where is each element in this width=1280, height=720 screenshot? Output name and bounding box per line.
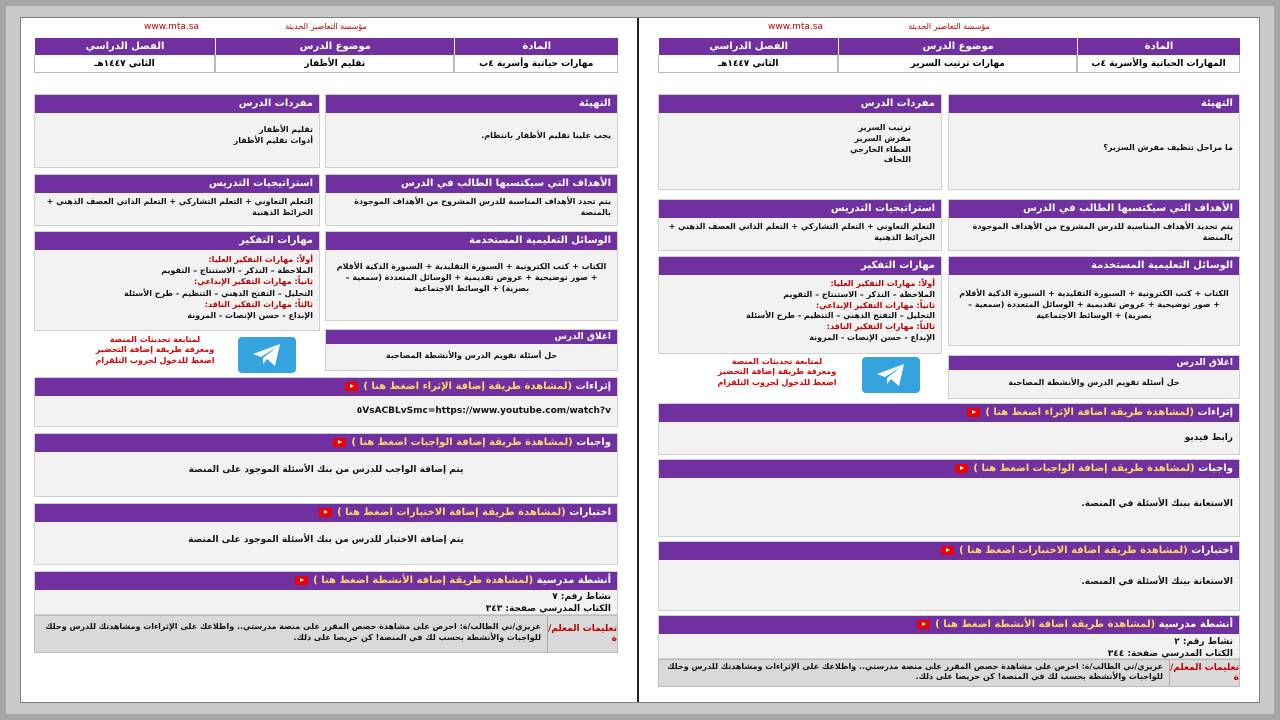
activity-line: نشاط رقم: ٢ [1174, 637, 1233, 647]
close-title: اغلاق الدرس [326, 330, 617, 344]
term-header: الفصل الدراسي [34, 38, 215, 55]
teacher-notes [34, 615, 618, 653]
goals-box [325, 174, 618, 226]
thinking-list [659, 275, 941, 348]
page-divider [637, 18, 639, 702]
intro-title: التهيئة [949, 95, 1239, 113]
strategies-text: التعلم التعاوني + التعلم التشاركي + التعلم الذاتي العصف الذهني + الخرائط الذهنية [46, 197, 313, 217]
promo-line: لمتابعة تحديثات المنصة [731, 357, 823, 366]
activity-line: الكتاب المدرسي صفحة: ٣٤٤ [1107, 648, 1233, 659]
goals-text: يتم تحدد الأهداف المناسبة للدرس المشروح من الأهداف الموجودة بالمنصة [354, 197, 611, 217]
tests-section [34, 503, 618, 565]
thinking-line: ثالثاً: مهارات التفكير الناقد: [204, 299, 313, 309]
topic-value: تقليم الأظفار [215, 55, 454, 73]
info-header-row [34, 38, 618, 55]
vocab-box [34, 94, 320, 168]
term-value: الثاني ١٤٤٧هـ [658, 55, 838, 73]
tools-box [948, 256, 1240, 346]
homework-text: الاستعانة ببنك الأسئلة في المنصة. [1081, 499, 1233, 509]
lesson-page-nails [34, 20, 618, 673]
homework-title: واجبات [1198, 463, 1233, 474]
promo-line: اضغط للدخول لجروب التلقرام [95, 355, 215, 365]
homework-section [34, 433, 618, 497]
thinking-line: ثانياً: مهارات التفكير الإبداعي: [816, 300, 935, 310]
activities-list [35, 590, 617, 617]
thinking-line: الإبداع - حسن الإنصات - المرونة [187, 310, 313, 320]
enrich-section [658, 403, 1240, 455]
close-text: حل أسئلة تقويم الدرس والأنشطة المصاحبة [1008, 378, 1180, 387]
activities-help-link[interactable]: (لمشاهدة طريقة إضافة الأنشطة اضغط هنا ) [313, 575, 534, 586]
thinking-line: الملاحظة – التذكر – الاستنتاج – التقويم [783, 289, 935, 299]
subject-value: المهارات الحياتية والأسرية ٤ب [1077, 55, 1240, 73]
lesson-page-bed [658, 20, 1240, 703]
intro-title: التهيئة [326, 95, 617, 113]
tools-title: الوسائل التعليمية المستخدمة [949, 257, 1239, 275]
tests-title: اختبارات [569, 507, 611, 518]
enrich-title: إثراءات [575, 381, 611, 392]
close-title: اغلاق الدرس [949, 356, 1239, 370]
promo-line: لمتابعة تحديثات المنصة [109, 335, 201, 344]
enrich-text[interactable]: https://www.youtube.com/watch?v=٥VsACBLvSmc [356, 406, 611, 416]
strategies-text: التعلم التعاوني + التعلم التشاركي + التعلم الذاتي العصف الذهني + الخرائط الذهنية [668, 222, 935, 242]
activities-section [658, 615, 1240, 659]
vocab-box [658, 94, 942, 190]
info-header-row [658, 38, 1240, 55]
tools-text: الكتاب + كتب الكترونية + السبورة التقليدية + السبورة الذكية الأقلام + صور توضيحية + عروض تقديمية + الوسائل المتعددة (سمعية – بصرية) + الوسائط الاجتماعية [959, 289, 1229, 320]
thinking-line: ثالثاً: مهارات التفكير الناقد: [826, 322, 935, 332]
org-name: مؤسسة التعاضير الحديثة [285, 22, 367, 31]
activities-header [35, 572, 617, 590]
activities-title: أنشطة مدرسية [1158, 619, 1233, 630]
homework-text: يتم إضافة الواجب للدرس من بنك الأسئلة الموجود على المنصة [188, 465, 464, 475]
promo-line: ومعرفة طريقة إضافة التحضير [717, 367, 837, 377]
tests-help-link[interactable]: (لمشاهدة طريقة اضافة الاختبارات اضغط هنا ) [959, 545, 1188, 556]
promo-line: اضغط للدخول لجروب التلقرام [717, 377, 837, 387]
thinking-title: مهارات التفكير [659, 257, 941, 275]
promo-line: ومعرفة طريقة إضافة التحضير [95, 345, 215, 355]
subject-value: مهارات حياتية وأسرية ٤ب [454, 55, 618, 73]
lesson-grid [34, 73, 618, 673]
strategies-title: استراتيجيات التدريس [659, 200, 941, 218]
homework-title: واجبات [576, 437, 611, 448]
activity-line: الكتاب المدرسي صفحة: ٣٤٣ [485, 603, 611, 614]
teacher-notes-label: تعليمات المعلم/ة [547, 616, 617, 652]
intro-text: يجب علينا تقليم الأظفار بانتظام. [481, 131, 611, 140]
tools-text: الكتاب + كتب الكترونية + السبورة التقليدية + السبورة الذكية الأقلام + صور توضيحية + عروض تقديمية + الوسائل المتعددة (سمعية – بصرية) + الوسائط الاجتماعية [336, 262, 607, 293]
thinking-line: أولاً: مهارات التفكير العليا: [830, 279, 935, 288]
topic-header: موضوع الدرس [215, 38, 454, 55]
activities-header [659, 616, 1239, 634]
thinking-line: التحليل – التفتح الذهني – التنظيم - طرح الأسئلة [746, 311, 935, 321]
thinking-line: ثانياً: مهارات التفكير الإبداعي: [194, 277, 313, 287]
thinking-line: الملاحظة – التذكر – الاستنتاج – التقويم [161, 266, 313, 276]
site-url[interactable]: www.mta.sa [768, 22, 823, 32]
telegram-button[interactable] [862, 357, 920, 393]
homework-help-link[interactable]: (لمشاهدة طريقة إضافة الواجبات اضغط هنا ) [973, 463, 1195, 474]
youtube-icon[interactable] [917, 620, 930, 629]
thinking-box [658, 256, 942, 354]
strategies-box [34, 174, 320, 226]
enrich-header [35, 378, 617, 396]
telegram-promo[interactable] [702, 357, 852, 388]
youtube-icon[interactable] [333, 438, 346, 447]
vocab-title: مفردات الدرس [35, 95, 319, 113]
homework-header [35, 434, 617, 452]
enrich-title: إثراءات [1197, 407, 1233, 418]
youtube-icon[interactable] [295, 576, 308, 585]
intro-box [325, 94, 618, 168]
info-values-row [658, 55, 1240, 73]
org-name: مؤسسة التعاضير الحديثة [908, 22, 990, 31]
activities-section [34, 571, 618, 615]
goals-text: يتم تحديد الأهداف المناسبة للدرس المشروح من الأهداف الموجودة بالمنصة [972, 222, 1233, 242]
tests-help-link[interactable]: (لمشاهدة طريقة إضافة الاختبارات اضغط هنا ) [337, 507, 566, 518]
telegram-button[interactable] [238, 337, 296, 373]
thinking-line: التحليل – التفتح الذهني – التنظيم - طرح الأسئلة [124, 288, 313, 298]
strategies-title: استراتيجيات التدريس [35, 175, 319, 193]
thinking-line: الإبداع - حسن الإنصات - المرونة [809, 332, 935, 342]
teacher-notes-text: عزيزي/تي الطالب/ة: احرص على مشاهدة حصص المقرر على منصة مدرستي.. واطلاعك على الإثراءات ومشاهدتك للدرس وحلك للواجبات والأنشطة بحسب لك في المنصة! كن حريصا على ذلك. [667, 662, 1163, 681]
subject-header: المادة [1077, 38, 1240, 55]
tests-text: الاستعانة ببنك الأسئلة في المنصة. [1081, 577, 1233, 587]
subject-header: المادة [454, 38, 618, 55]
vocab-list [659, 113, 941, 170]
enrich-help-link[interactable]: (لمشاهدة طريقة إضافة الإثراء اضغط هنا ) [363, 381, 573, 392]
close-box [325, 329, 618, 371]
page-topline [658, 20, 1240, 38]
vocab-item: اللحاف [883, 155, 911, 165]
enrich-text[interactable]: رابط فيديو [1184, 433, 1233, 443]
youtube-icon[interactable] [319, 508, 332, 517]
homework-help-link[interactable]: (لمشاهدة طريقة إضافة الواجبات اضغط هنا ) [351, 437, 573, 448]
activities-title: أنشطة مدرسية [536, 575, 611, 586]
tests-header [35, 504, 617, 522]
thinking-box [34, 231, 320, 331]
term-header: الفصل الدراسي [658, 38, 838, 55]
goals-box [948, 199, 1240, 251]
youtube-icon[interactable] [941, 546, 954, 555]
vocab-item: ترتيب السرير [858, 123, 911, 132]
vocab-item: مفرش السرير [854, 133, 911, 143]
vocab-title: مفردات الدرس [659, 95, 941, 113]
page-topline [34, 20, 618, 38]
thinking-title: مهارات التفكير [35, 232, 319, 250]
teacher-notes-text: عزيزي/تي الطالب/ة: احرص على مشاهدة حصص المقرر على منصة مدرستي.. واطلاعك على الإثراءات ومشاهدتك للدرس وحلك للواجبات والأنشطة بحسب لك في المنصة! كن حريصا على ذلك. [45, 622, 541, 643]
homework-section [658, 459, 1240, 537]
goals-title: الأهداف التي سيكتسبها الطالب في الدرس [949, 200, 1239, 218]
tools-title: الوسائل التعليمية المستخدمة [326, 232, 617, 250]
enrich-header [659, 404, 1239, 422]
teacher-notes-label: تعليمات المعلم/ة [1169, 660, 1239, 686]
lesson-grid [658, 73, 1240, 703]
close-box [948, 355, 1240, 399]
teacher-notes [658, 659, 1240, 687]
activity-line: نشاط رقم: ٧ [552, 592, 611, 602]
telegram-icon [875, 362, 907, 388]
vocab-item: أدوات تقليم الأظفار [233, 135, 313, 145]
goals-title: الأهداف التي سيكتسبها الطالب في الدرس [326, 175, 617, 193]
youtube-icon[interactable] [967, 408, 980, 417]
enrich-help-link[interactable]: (لمشاهدة طريقة اضافة الإثراء اضغط هنا ) [985, 407, 1195, 418]
telegram-icon [251, 342, 283, 368]
enrich-section [34, 377, 618, 427]
tests-text: يتم إضافة الاختبار للدرس من بنك الأسئلة الموجود على المنصة [188, 535, 464, 545]
close-text: حل أسئلة تقويم الدرس والأنشطة المصاحبة [385, 351, 558, 360]
tests-title: اختبارات [1191, 545, 1233, 556]
vocab-list [35, 113, 319, 151]
tools-box [325, 231, 618, 321]
strategies-box [658, 199, 942, 251]
thinking-line: أولاً: مهارات التفكير العليا: [208, 255, 313, 264]
tests-section [658, 541, 1240, 611]
vocab-item: تقليم الأظفار [259, 125, 313, 134]
info-values-row [34, 55, 618, 73]
topic-header: موضوع الدرس [838, 38, 1077, 55]
term-value: الثاني ١٤٤٧هـ [34, 55, 215, 73]
intro-box [948, 94, 1240, 190]
site-url[interactable]: www.mta.sa [144, 22, 199, 32]
youtube-icon[interactable] [345, 382, 358, 391]
youtube-icon[interactable] [955, 464, 968, 473]
activities-help-link[interactable]: (لمشاهدة طريقة اضافة الأنشطة اضغط هنا ) [935, 619, 1156, 630]
intro-text: ما مراحل تنظيف مفرش السرير؟ [1103, 143, 1233, 152]
telegram-promo[interactable] [80, 335, 230, 366]
vocab-item: الغطاء الخارجي [850, 144, 911, 154]
topic-value: مهارات ترتيب السرير [838, 55, 1077, 73]
homework-header [659, 460, 1239, 478]
thinking-list [35, 250, 319, 325]
tests-header [659, 542, 1239, 560]
